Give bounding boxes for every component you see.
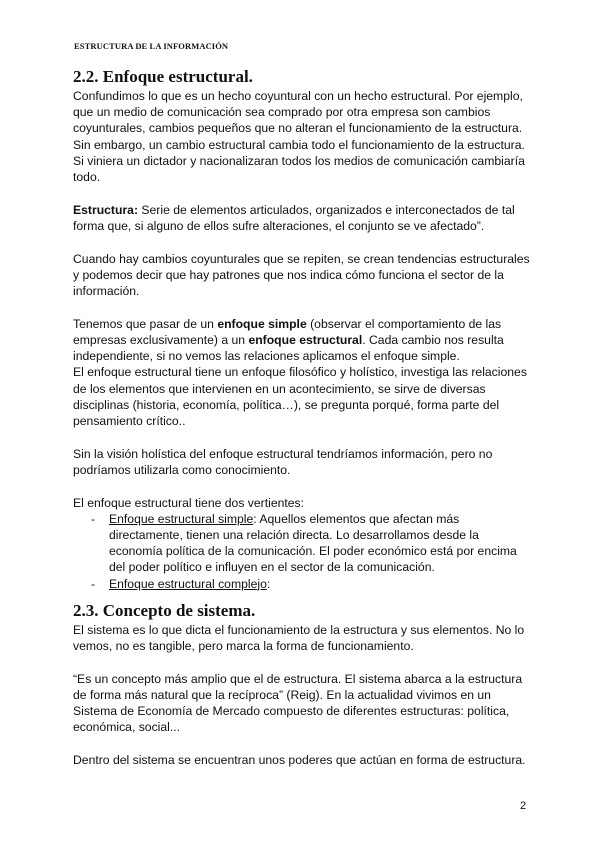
list-item-label: Enfoque estructural complejo [109,576,267,591]
definition-estructura [73,202,533,234]
paragraph-holistico: El enfoque estructural tiene un enfoque filosófico y holístico, investiga las relaciones de los elementos que intervienen en un acontecimiento, se sirve de diversas disciplinas (historia, economía, política…), se pregunta porqué, forma parte del pensamiento crítico.. [73,365,527,428]
term-enfoque-simple: enfoque simple [217,316,307,331]
page-number: 2 [520,800,527,812]
paragraph-sistema: El sistema es lo que dicta el funcionamiento de la estructura y sus elementos. No lo vemos, no es tangible, pero marca la forma de funcionamiento. [73,622,525,653]
paragraph-vertientes: El enfoque estructural tiene dos vertientes: [73,495,305,510]
section-title-enfoque-estructural: 2.2. Enfoque estructural. [73,67,253,86]
paragraph-cita-reig: “Es un concepto más amplio que el de estructura. El sistema abarca a la estructura de forma más natural que la recíproca” (Reig). En la actualidad vivimos en un Sistema de Economía de Mercado compuesto de diferentes estructuras: política, económica, social... [73,671,523,735]
definition-term: Estructura: [73,202,139,217]
section-title-concepto-sistema: 2.3. Concepto de sistema. [73,600,256,620]
list-item-text: : Aquellos elementos que afectan más directamente, tienen una relación directa. Lo desarrollamos desde la economía política de la comunicación. El poder económico está por encima del poder político e influyen en el sector de la comunicación. [109,511,517,575]
list-item-text: : [266,576,271,591]
list-item [91,511,533,576]
paragraph-tendencias: Cuando hay cambios coyunturales que se repiten, se crean tendencias estructurales y podemos decir que hay patrones que nos indica cómo funciona el sector de la información. [73,251,530,299]
paragraph-coyuntural: Confundimos lo que es un hecho coyuntural con un hecho estructural. Por ejemplo, que un medio de comunicación sea comprado por otra empresa son cambios coyunturales, cambios pequeños que no alteran el funcionamiento de la estructura. Sin embargo, un cambio estructural cambia todo el funcionamiento de la estructura. Si viniera un dictador y nacionalizaran todos los medios de comunicación cambiaría todo. [73,89,525,185]
paragraph-poderes: Dentro del sistema se encuentran unos poderes que actúan en forma de estructura. [73,753,526,767]
running-header: ESTRUCTURA DE LA INFORMACIÓN [74,41,229,51]
text-run: Tenemos que pasar de un [73,316,218,331]
list-item-label: Enfoque estructural simple [109,511,254,526]
definition-text: Serie de elementos articulados, organizados e interconectados de tal forma que, si alguno de ellos sufre alteraciones, el conjunto se ve afectado”. [73,202,515,233]
paragraph-vision-holistica: Sin la visión holística del enfoque estructural tendríamos información, pero no podríamos utilizarla como conocimiento. [73,446,493,477]
term-enfoque-estructural: enfoque estructural [248,332,363,347]
paragraph-enfoque-simple [73,316,533,365]
text-run: . Cada cambio nos resulta independiente, si no vemos las relaciones aplicamos el enfoque simple. [73,332,504,364]
vertientes-list [73,511,533,592]
text-run: (observar el comportamiento de las empresas exclusivamente) a un [73,316,502,347]
document-body [73,66,533,768]
list-item [91,576,533,592]
